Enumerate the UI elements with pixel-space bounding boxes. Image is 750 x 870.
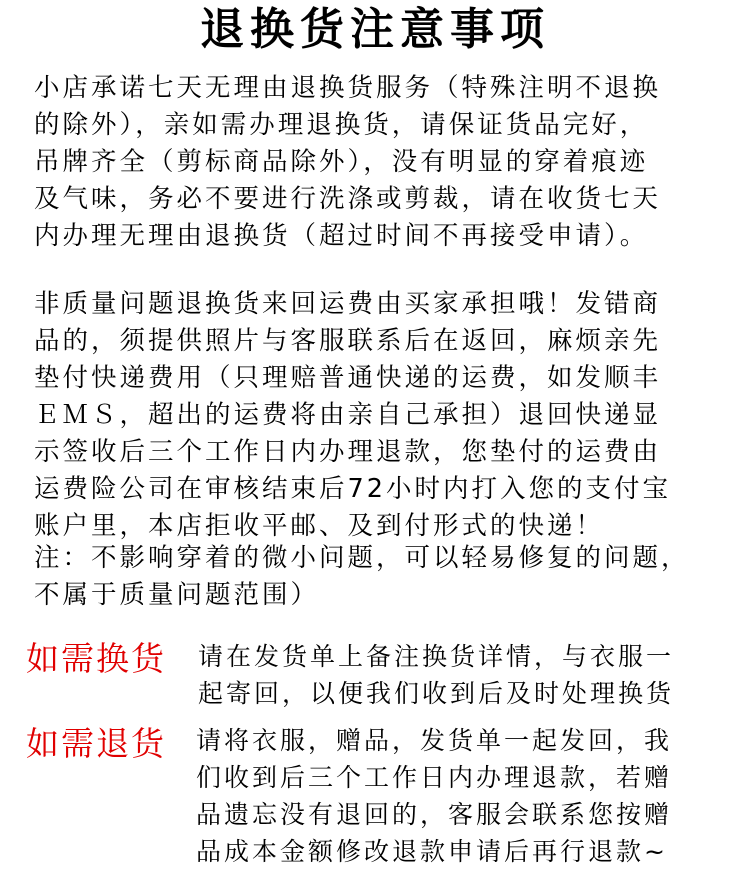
text-line: 品成本金额修改退款申请后再行退款~ bbox=[196, 837, 668, 866]
text-line: 的除外），亲如需办理退换货，请保证货品完好， bbox=[34, 110, 649, 140]
text-line: 请将衣服，赠品，发货单一起发回，我 bbox=[196, 726, 673, 755]
policy-paragraph bbox=[34, 70, 661, 255]
text-line: 品的，须提供照片与客服联系后在返回，麻烦亲先 bbox=[34, 326, 662, 356]
exchange-instructions bbox=[198, 638, 674, 712]
text-line: 及气味，务必不要进行洗涤或剪裁，请在收货七天 bbox=[34, 184, 662, 214]
text-line: 注：不影响穿着的微小问题，可以轻易修复的问题， bbox=[34, 543, 690, 573]
text-line: 非质量问题退换货来回运费由买家承担哦！发错商 bbox=[34, 289, 662, 319]
text-line: 示签收后三个工作日内办理退款，您垫付的运费由 bbox=[34, 437, 662, 467]
text-line: 内办理无理由退换货（超过时间不再接受申请）。 bbox=[34, 221, 649, 251]
text-line: 不属于质量问题范围） bbox=[34, 580, 320, 610]
text-line: 品遗忘没有退回的，客服会联系您按赠 bbox=[196, 800, 673, 829]
shipping-paragraph bbox=[34, 286, 671, 545]
return-instructions bbox=[196, 722, 672, 870]
text-line: 运费险公司在审核结束后72小时内打入您的支付宝 bbox=[34, 474, 671, 504]
text-line: 小店承诺七天无理由退换货服务（特殊注明不退换 bbox=[34, 73, 662, 103]
exchange-label: 如需换货 bbox=[26, 639, 166, 678]
text-line: ＥＭＳ，超出的运费将由亲自己承担）退回快递显 bbox=[34, 400, 662, 430]
text-line: 吊牌齐全（剪标商品除外），没有明显的穿着痕迹 bbox=[34, 147, 649, 177]
text-line: 起寄回，以便我们收到后及时处理换货 bbox=[198, 679, 675, 708]
note-paragraph bbox=[34, 540, 690, 614]
text-line: 垫付快递费用（只理赔普通快递的运费，如发顺丰 bbox=[34, 363, 662, 393]
page-title: 退换货注意事项 bbox=[200, 4, 550, 55]
text-line: 请在发货单上备注换货详情，与衣服一 bbox=[198, 642, 675, 671]
return-label: 如需退货 bbox=[26, 724, 166, 763]
text-line: 们收到后三个工作日内办理退款，若赠 bbox=[196, 763, 673, 792]
text-line: 账户里，本店拒收平邮、及到付形式的快递！ bbox=[34, 511, 605, 541]
